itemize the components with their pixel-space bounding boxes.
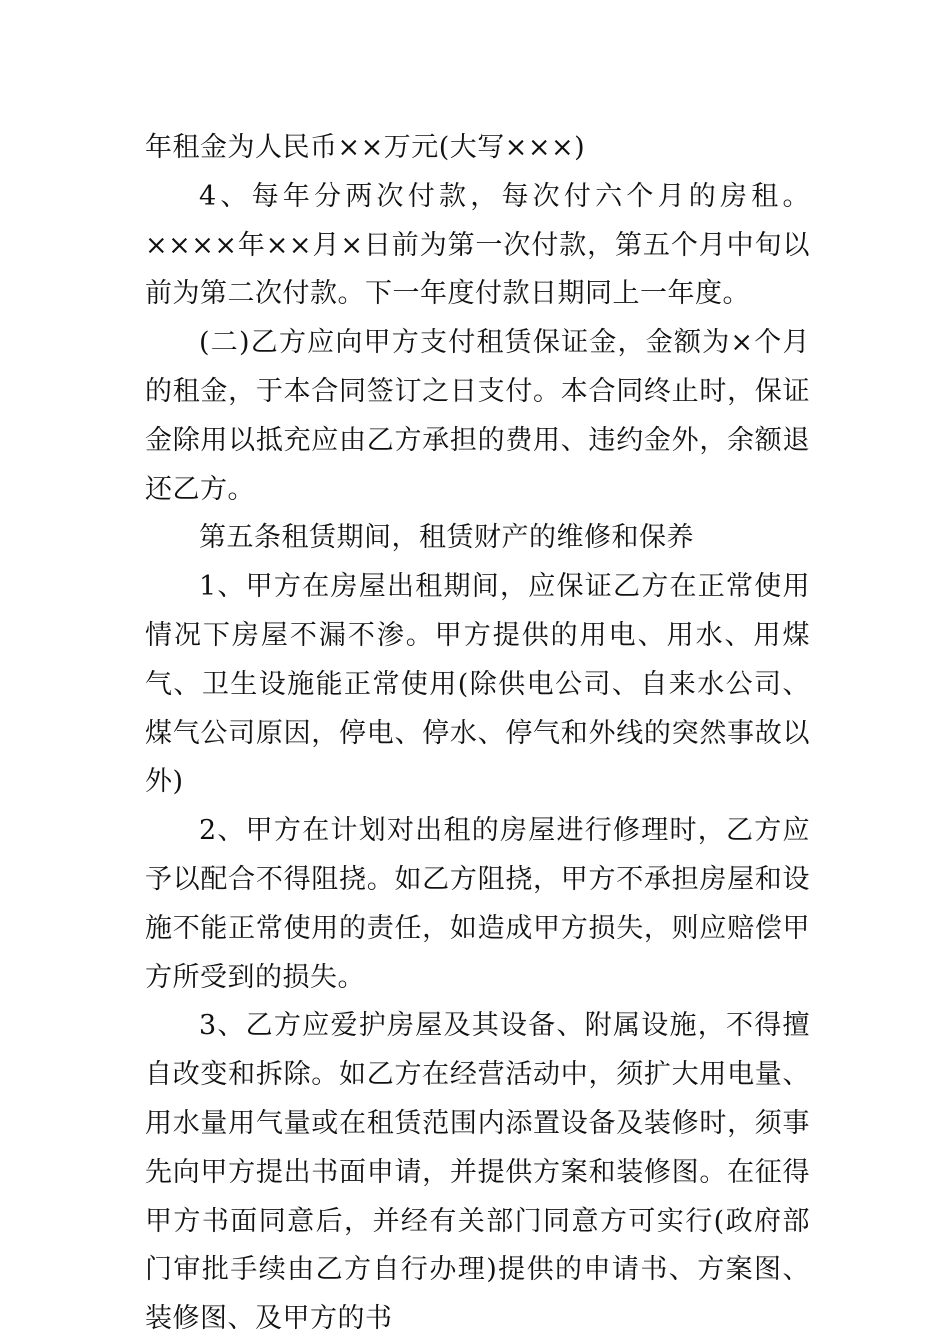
article-five-heading: 第五条租赁期间，租赁财产的维修和保养 <box>199 522 694 554</box>
document-body <box>145 124 810 1344</box>
paragraph-clause-3: 3、乙方应爱护房屋及其设备、附属设施，不得擅自改变和拆除。如乙方在经营活动中，须扩大用电量、用水量用气量或在租赁范围内添置设备及装修时，须事先向甲方提出书面申请，并提供方案和装修图。在征得甲方书面同意后，并经有关部门同意方可实行(政府部门审批手续由乙方自行办理)提供的申请书、方案图、装修图、及甲方的书 <box>145 1010 810 1335</box>
paragraph-rent-amount: 年租金为人民币××万元(大写×××) <box>145 132 586 163</box>
paragraph-payment-schedule: 4、每年分两次付款，每次付六个月的房租。××××年××月×日前为第一次付款，第五个月中旬以前为第二次付款。下一年度付款日期同上一年度。 <box>145 180 810 310</box>
paragraph-clause-2: 2、甲方在计划对出租的房屋进行修理时，乙方应予以配合不得阻挠。如乙方阻挠，甲方不承担房屋和设施不能正常使用的责任，如造成甲方损失，则应赔偿甲方所受到的损失。 <box>145 815 810 993</box>
paragraph-clause-1: 1、甲方在房屋出租期间，应保证乙方在正常使用情况下房屋不漏不渗。甲方提供的用电、用水、用煤气、卫生设施能正常使用(除供电公司、自来水公司、煤气公司原因，停电、停水、停气和外线的突然事故以外) <box>145 571 810 798</box>
paragraph-deposit: (二)乙方应向甲方支付租赁保证金，金额为×个月的租金，于本合同签订之日支付。本合同终止时，保证金除用以抵充应由乙方承担的费用、违约金外，余额退还乙方。 <box>145 327 810 505</box>
